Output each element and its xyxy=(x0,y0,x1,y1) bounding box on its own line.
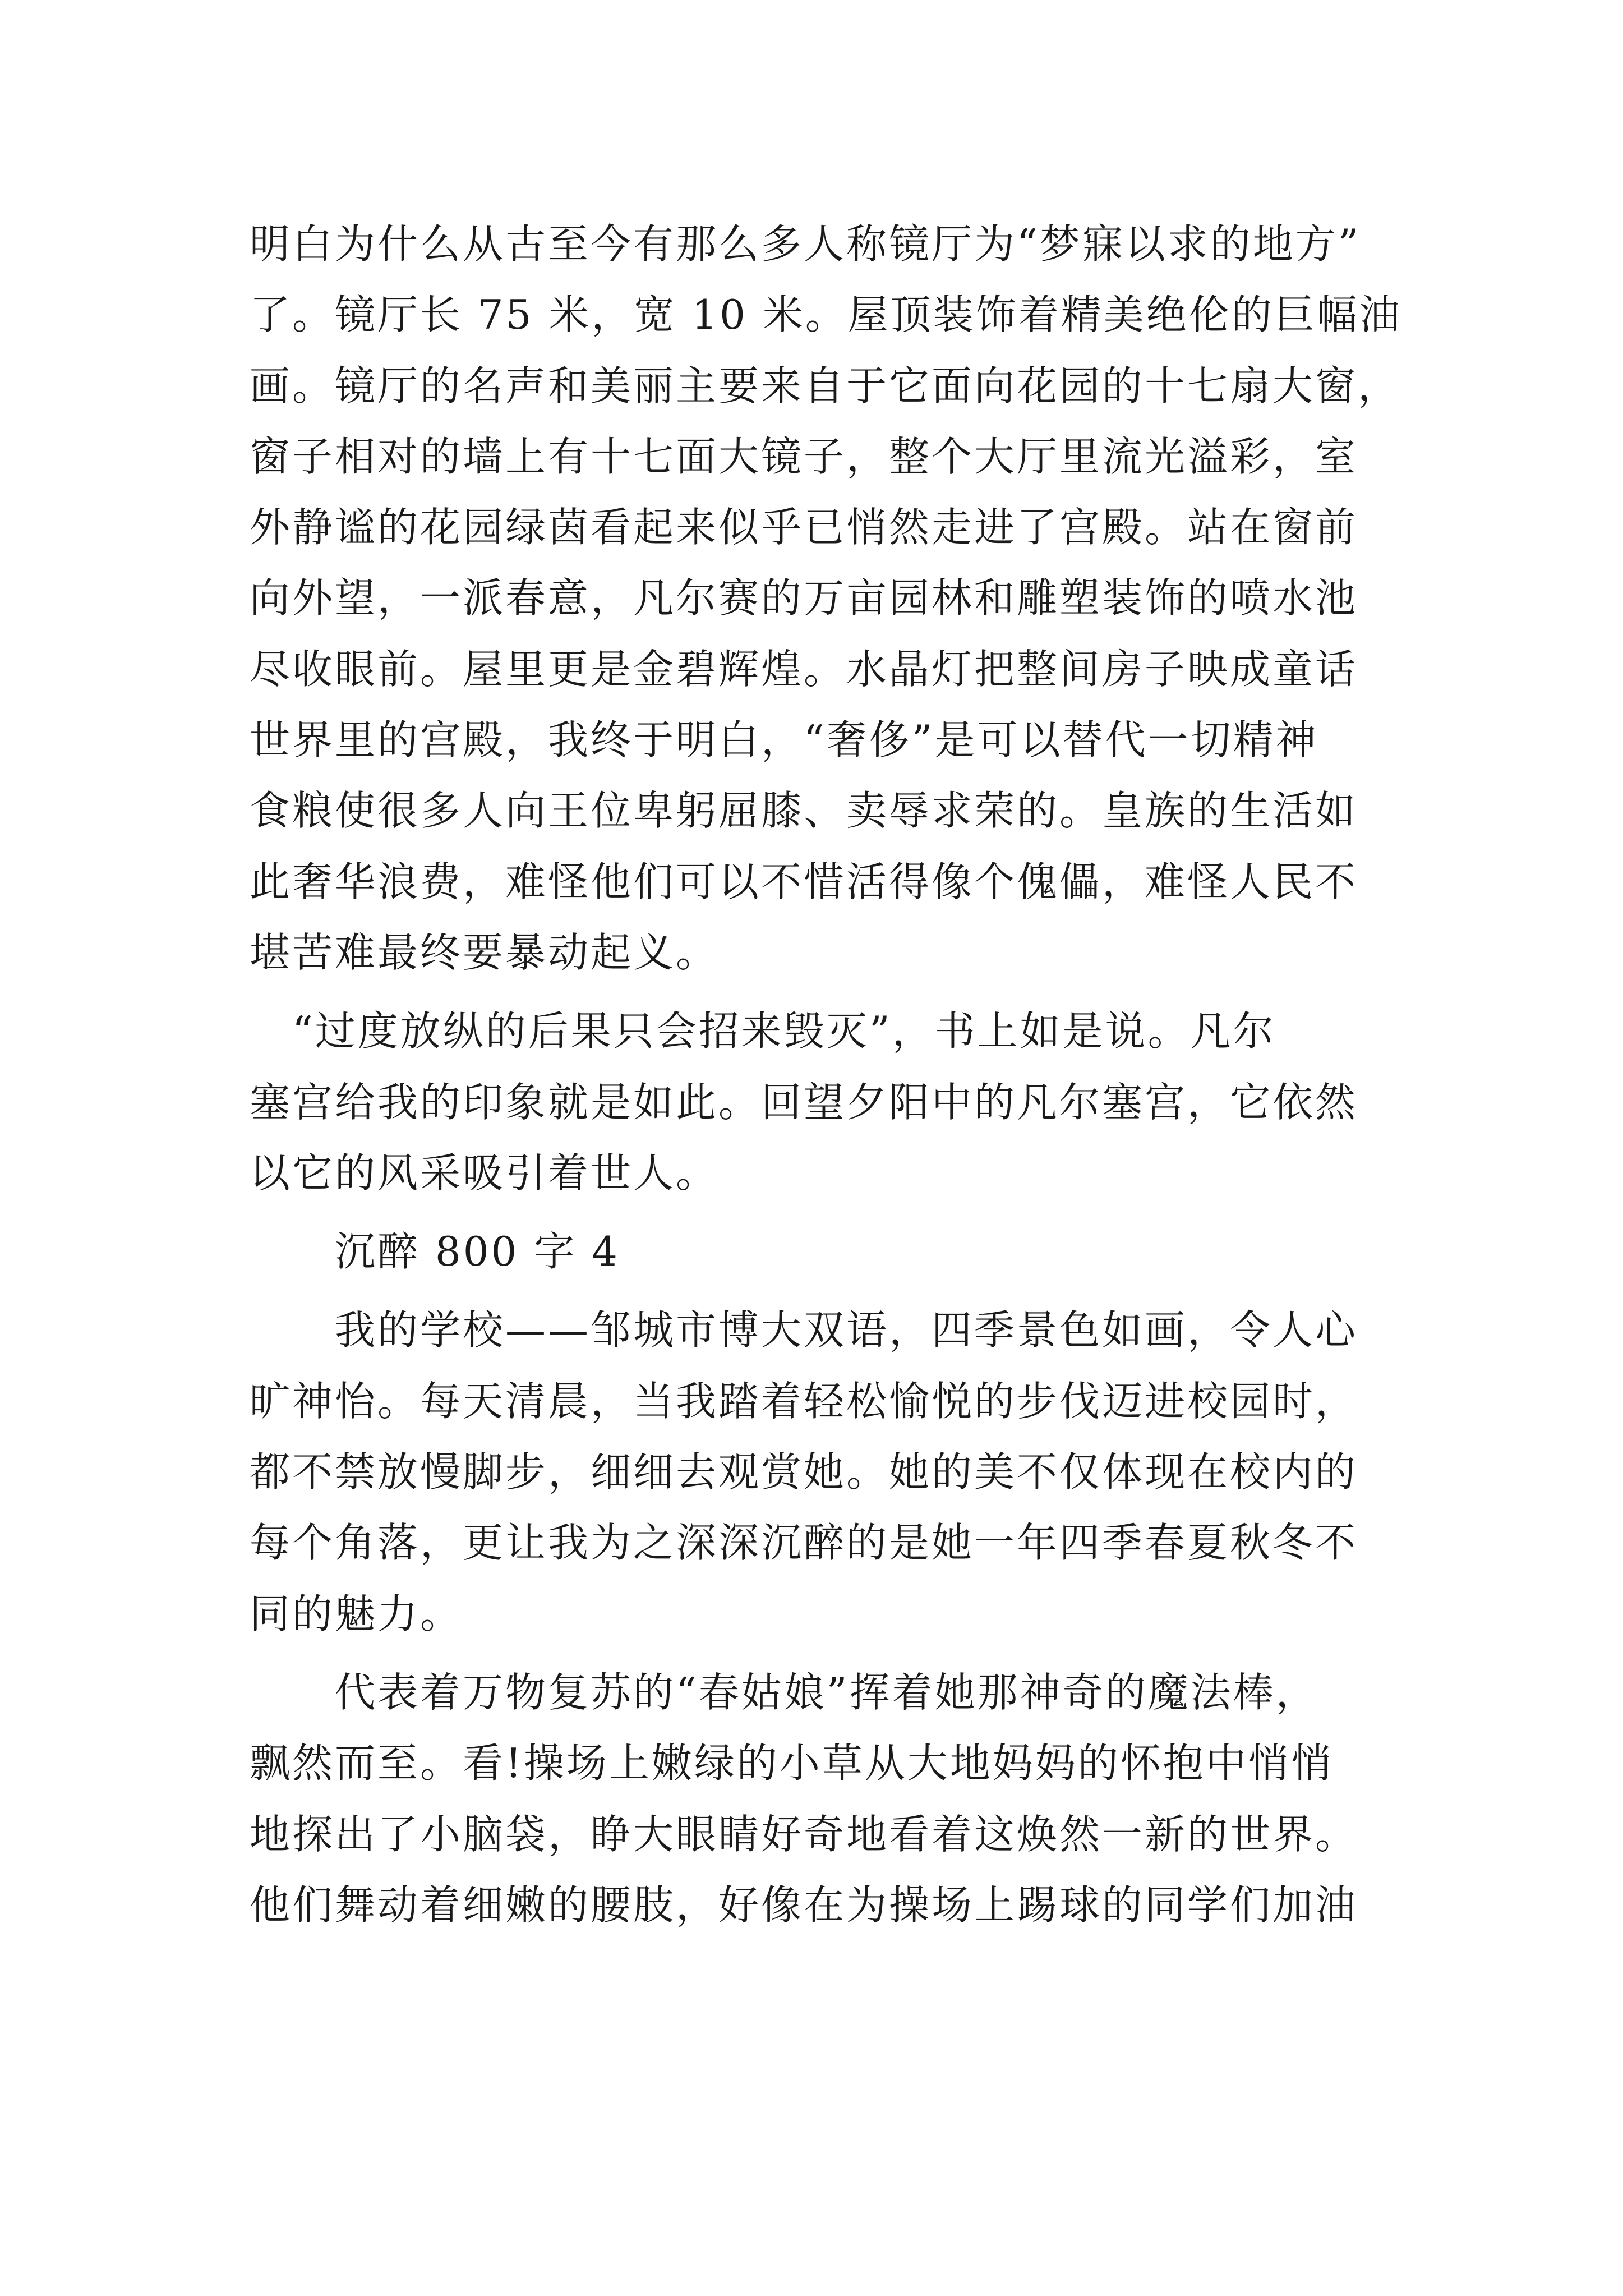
text-line: 他们舞动着细嫩的腰肢，好像在为操场上踢球的同学们加油 xyxy=(250,1881,1358,1929)
text-line: 旷神怡。每天清晨，当我踏着轻松愉悦的步伐迈进校园时， xyxy=(250,1377,1358,1425)
text-line: 窗子相对的墙上有十七面大镜子，整个大厅里流光溢彩，室 xyxy=(250,432,1358,480)
text-line: 地探出了小脑袋，睁大眼睛好奇地看着这焕然一新的世界。 xyxy=(250,1810,1358,1858)
body-text xyxy=(250,209,1438,1940)
text-line: 同的魅力。 xyxy=(250,1590,463,1637)
text-line: 此奢华浪费，难怪他们可以不惜活得像个傀儡，难怪人民不 xyxy=(250,858,1358,905)
text-line: “过度放纵的后果只会招来毁灭”，书上如是说。凡尔 xyxy=(250,1007,1276,1055)
text-line: 塞宫给我的印象就是如此。回望夕阳中的凡尔塞宫，它依然 xyxy=(250,1078,1358,1126)
text-line: 飘然而至。看!操场上嫩绿的小草从大地妈妈的怀抱中悄悄 xyxy=(250,1740,1334,1787)
text-line: 明白为什么从古至今有那么多人称镜厅为“梦寐以求的地方” xyxy=(250,220,1361,268)
paragraph-gap xyxy=(250,1649,1438,1657)
text-line: 画。镜厅的名声和美丽主要来自于它面向花园的十七扇大窗， xyxy=(250,362,1401,409)
text-line: 堪苦难最终要暴动起义。 xyxy=(250,928,719,976)
text-line: 每个角落，更让我为之深深沉醉的是她一年四季春夏秋冬不 xyxy=(250,1519,1358,1567)
text-line: 外静谧的花园绿茵看起来似乎已悄然走进了宫殿。站在窗前 xyxy=(250,504,1358,551)
paragraph-gap xyxy=(250,988,1438,996)
text-line: 尽收眼前。屋里更是金碧辉煌。水晶灯把整间房子映成童话 xyxy=(250,645,1358,693)
text-line: 代表着万物复苏的“春姑娘”挥着她那神奇的魔法棒， xyxy=(250,1668,1318,1716)
section-heading: 沉醉 800 字 4 xyxy=(250,1228,620,1276)
text-line: 食粮使很多人向王位卑躬屈膝、卖辱求荣的。皇族的生活如 xyxy=(250,787,1358,835)
text-line: 都不禁放慢脚步，细细去观赏她。她的美不仅体现在校内的 xyxy=(250,1448,1358,1496)
paragraph-gap xyxy=(250,1287,1438,1295)
text-line: 向外望，一派春意，凡尔赛的万亩园林和雕塑装饰的喷水池 xyxy=(250,574,1358,622)
text-line: 世界里的宫殿，我终于明白，“奢侈”是可以替代一切精神 xyxy=(250,716,1318,764)
text-line: 我的学校——邹城市博大双语，四季景色如画，令人心 xyxy=(250,1306,1358,1354)
text-line: 以它的风采吸引着世人。 xyxy=(250,1149,719,1197)
text-line: 了。镜厅长 75 米，宽 10 米。屋顶装饰着精美绝伦的巨幅油 xyxy=(250,291,1402,339)
paragraph-gap xyxy=(250,1208,1438,1216)
